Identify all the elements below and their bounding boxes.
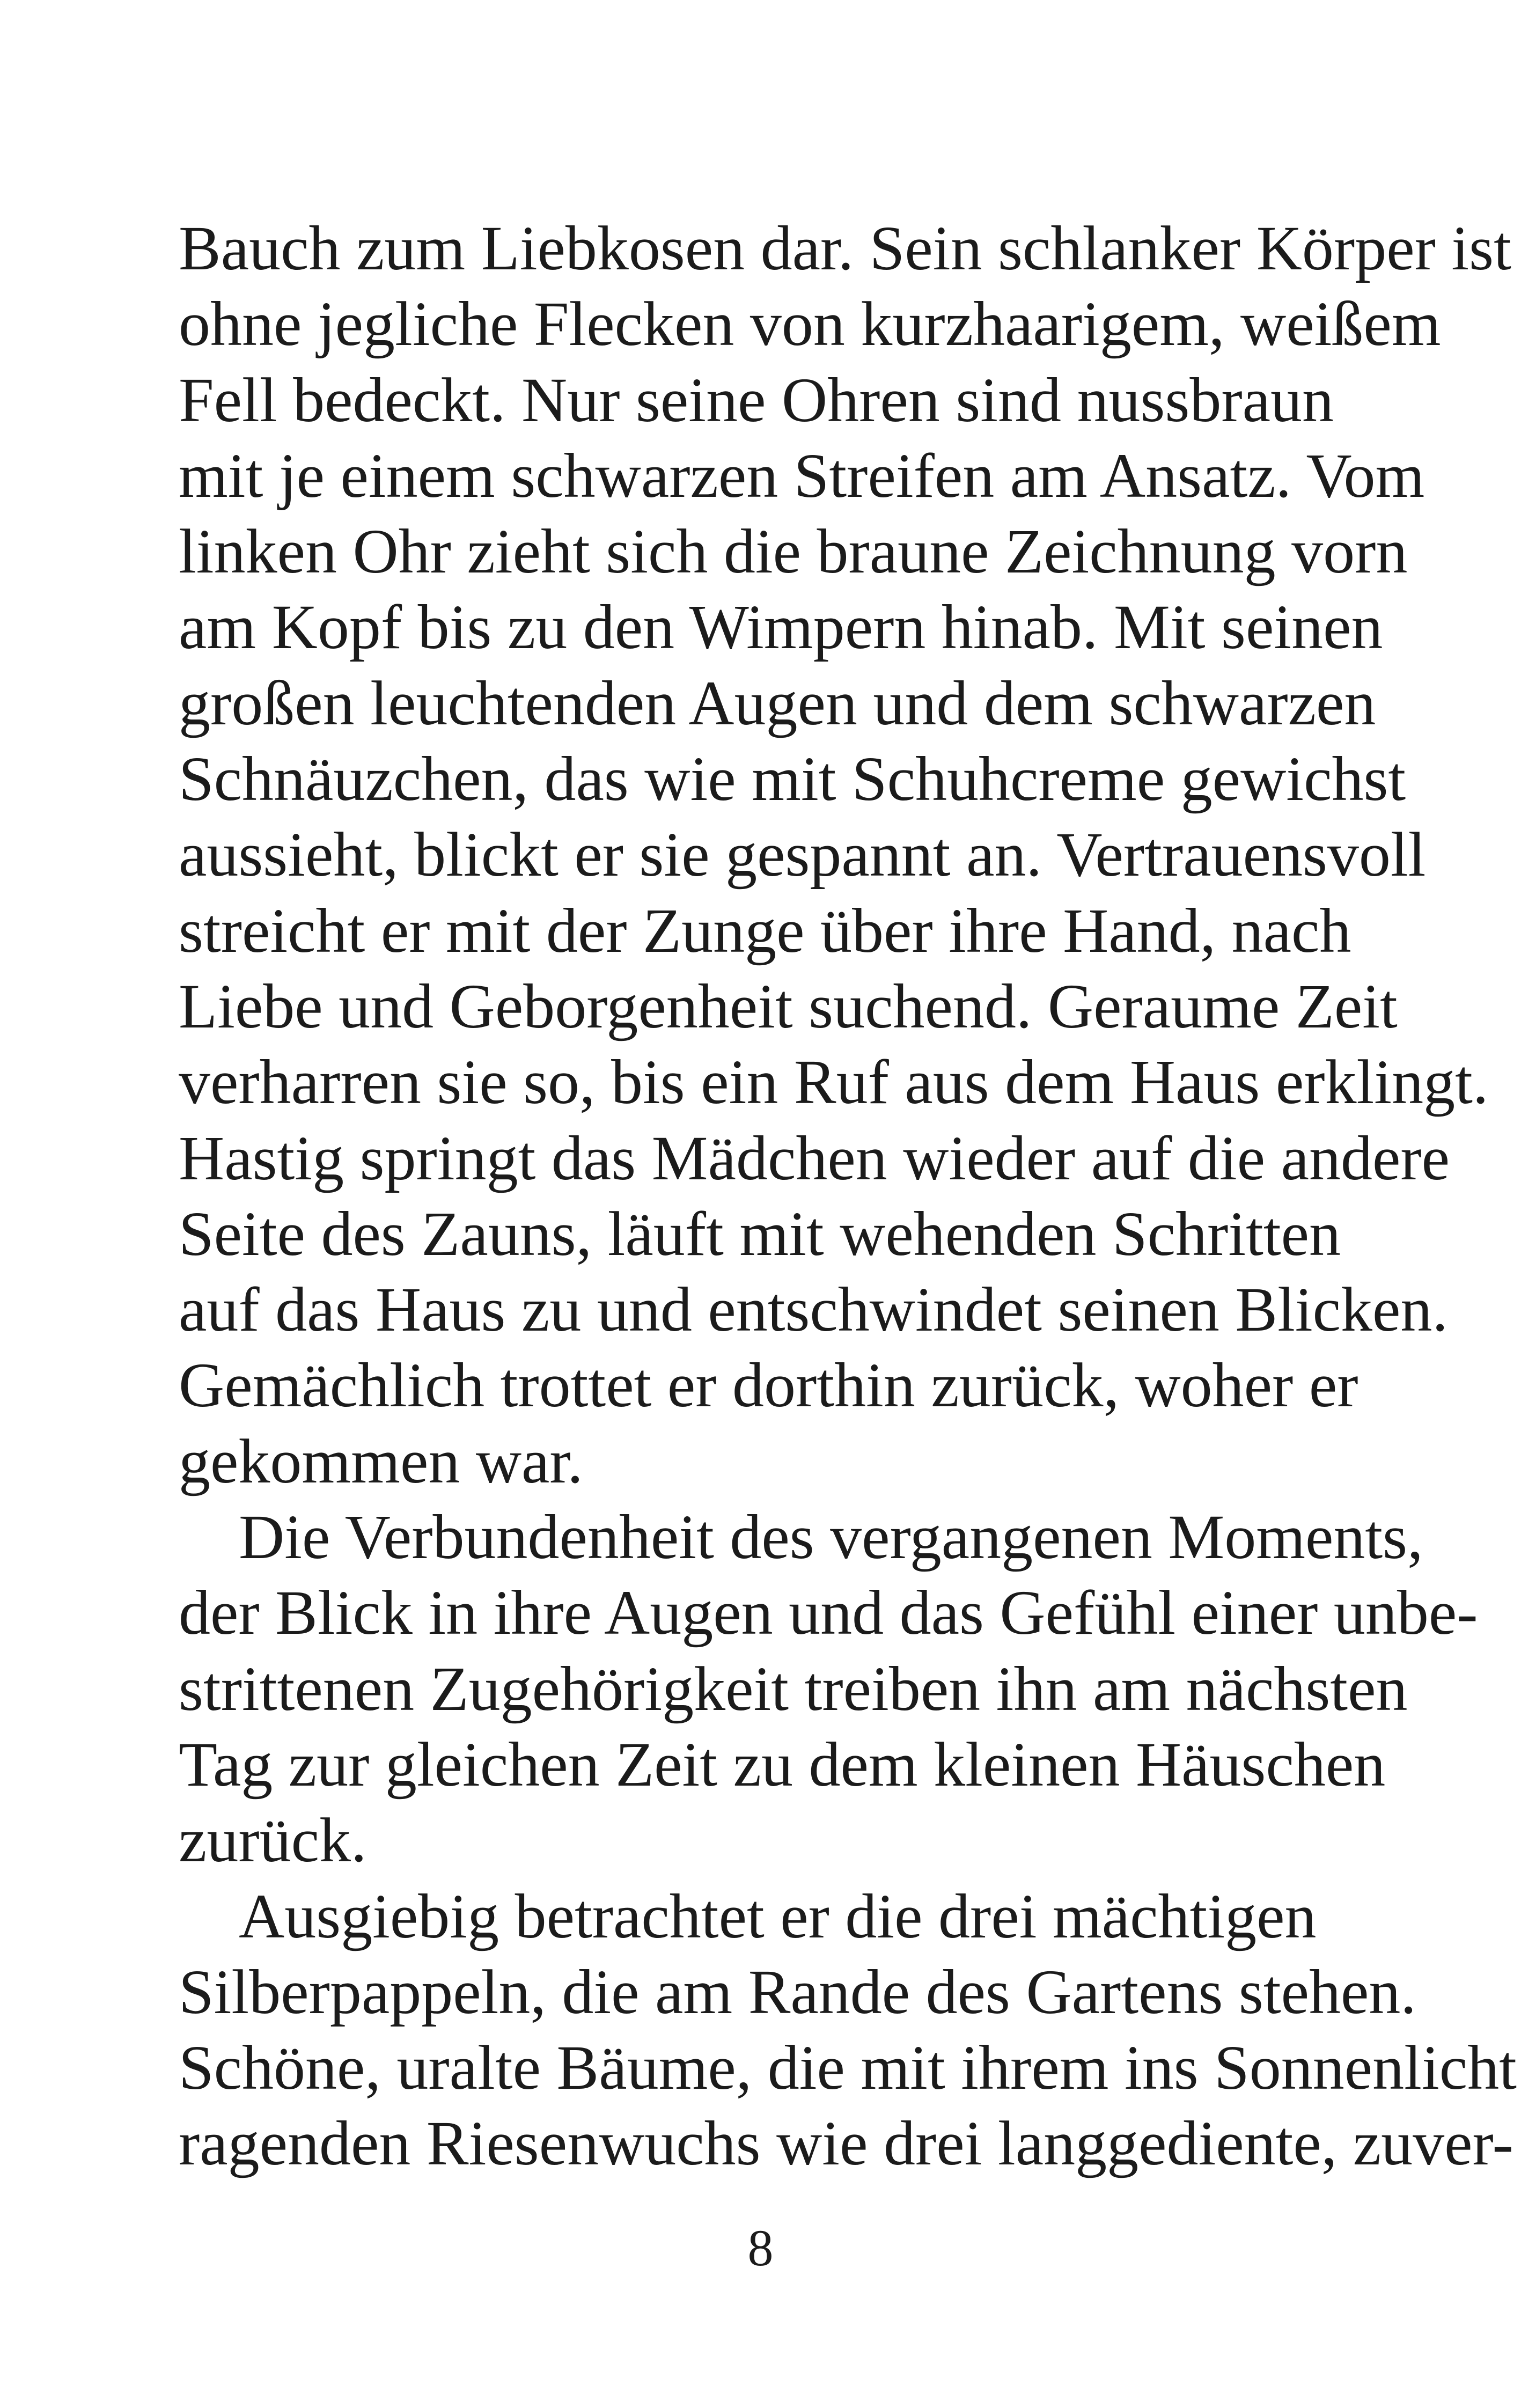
text-line: strittenen Zugehörigkeit treiben ihn am nächsten [179, 1653, 1408, 1724]
text-line: gekommen war. [179, 1426, 583, 1496]
text-line: Liebe und Geborgenheit suchend. Geraume Zeit [179, 971, 1398, 1041]
text-line: aussieht, blickt er sie gespannt an. Vertrauensvoll [179, 819, 1426, 890]
text-line: Ausgiebig betrachtet er die drei mächtigen [239, 1881, 1317, 1951]
text-line: am Kopf bis zu den Wimpern hinab. Mit seinen [179, 592, 1383, 663]
paragraph-1 [179, 210, 1511, 1499]
text-line: Gemächlich trottet er dorthin zurück, woher er [179, 1350, 1358, 1421]
text-line: Fell bedeckt. Nur seine Ohren sind nussbraun [179, 364, 1334, 435]
text-line: Die Verbundenheit des vergangenen Moments, [239, 1502, 1423, 1573]
text-line: Hastig springt das Mädchen wieder auf die andere [179, 1122, 1450, 1193]
text-line: Bauch zum Liebkosen dar. Sein schlanker Körper ist [179, 213, 1511, 283]
paragraph-3 [179, 1878, 1517, 2182]
text-line: verharren sie so, bis ein Ruf aus dem Haus erklingt. [179, 1047, 1489, 1118]
text-line: Seite des Zauns, läuft mit wehenden Schritten [179, 1198, 1341, 1269]
body-text [179, 210, 1517, 2182]
text-line: Silberpappeln, die am Rande des Gartens stehen. [179, 1956, 1416, 2027]
text-line: ragenden Riesenwuchs wie drei langgediente, zuver- [179, 2108, 1513, 2179]
text-line: Schöne, uralte Bäume, die mit ihrem ins Sonnenlicht [179, 2032, 1517, 2103]
text-line: mit je einem schwarzen Streifen am Ansatz. Vom [179, 440, 1425, 511]
text-line: großen leuchtenden Augen und dem schwarzen [179, 667, 1376, 738]
page-number: 8 [747, 2219, 774, 2277]
text-line: linken Ohr zieht sich die braune Zeichnung vorn [179, 516, 1408, 587]
text-line: ohne jegliche Flecken von kurzhaarigem, weißem [179, 289, 1441, 359]
text-line: streicht er mit der Zunge über ihre Hand, nach [179, 895, 1351, 966]
text-line: der Blick in ihre Augen und das Gefühl einer unbe- [179, 1577, 1478, 1648]
text-line: auf das Haus zu und entschwindet seinen Blicken. [179, 1274, 1448, 1345]
text-line: Schnäuzchen, das wie mit Schuhcreme gewichst [179, 744, 1406, 814]
paragraph-2 [179, 1499, 1478, 1878]
text-line: zurück. [179, 1805, 367, 1876]
text-line: Tag zur gleichen Zeit zu dem kleinen Häuschen [179, 1729, 1386, 1800]
